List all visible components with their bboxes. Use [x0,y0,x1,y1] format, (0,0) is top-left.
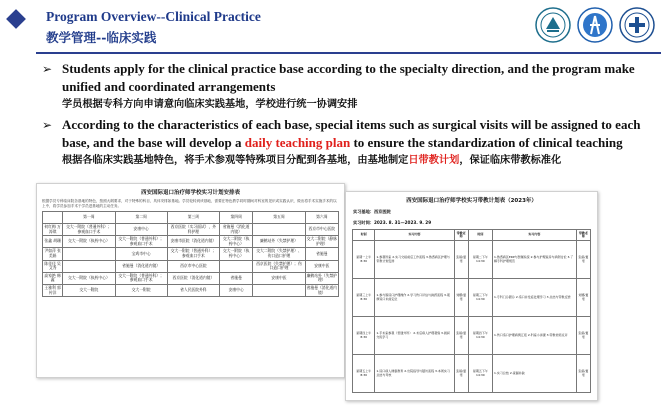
table-cell: 张娟/夏雯 [576,317,590,355]
table-row [43,248,339,260]
table-cell: 交大一附院（普通外科）；参观血口手术 [63,224,115,236]
table-cell: 交大一附院（执药中心） [63,272,115,284]
column-header: 带教老师 [454,230,468,241]
bullet-list [42,60,662,172]
table-cell: 星期四下午 14:30 [468,317,492,355]
table-cell: 星期五下午 14:30 [468,355,492,393]
highlight-text: daily teaching plan [244,135,351,150]
table-cell: 张娟/夏雯 [576,355,590,393]
table-cell: 交大二附院（执药中心） [220,236,253,248]
table-cell: 廉鹤站外（失禁护理） [253,236,305,248]
table-cell: 安康中医 [253,272,305,284]
table-header-row [43,212,339,224]
table-cell: 交大一附院 [63,284,115,296]
table-cell: 西京医院（消化道内镜） [167,272,219,284]
table-row [353,317,591,355]
table-row [43,224,339,236]
logo-group [535,7,655,43]
table-cell: 高家艳 韩鑫 [43,272,63,284]
table-cell: 西京市中心医院 [167,260,219,272]
table-cell: 张娟/夏雯 [576,241,590,279]
table-cell [253,284,305,296]
bullet-text-zh [62,153,662,168]
table-row [43,260,339,272]
base-value: 西京医院 [373,209,391,214]
table-cell: 星期三下午 14:30 [468,279,492,317]
table-cell: 1.参观科室 2.实习交接前后工作流程 3.熟悉病区护理与带教计划安排 [375,241,454,279]
table-cell [253,224,305,236]
bullet-text-part: According to the characteristics of each base, special items such as surgical visits will be assigned to each base, and the base will develop a [62,117,641,150]
table-cell: 安康中心 [220,284,253,296]
base-line [353,209,590,215]
bullet-text-en [62,116,662,152]
schedule-intro: 根据学员专科临床院各基地的特色，按照大纲要求，对于特殊的科目，具体安排如基地。学员轮转到该基地，需要在特色教学同时期间对科室的见识或实践认识，做出将手术实施手术的以上中，将学员参加手术于学员进基地的主动任务。 [42,199,337,208]
bullet-text-en: Students apply for the clinical practice base according to the specialty direction, and the program make unified and coordinated arrangements [62,61,635,94]
table-cell: 刘娜/夏雯 [576,279,590,317]
arrow-bullet-icon: ➢ [42,62,53,76]
table-cell: 星期四上午 8:30 [353,317,375,355]
table-cell: 交大一附院 [115,284,167,296]
table-cell: 张娟/夏雯 [454,355,468,393]
teaching-plan-document [345,191,598,401]
table-cell: 交大一附院（普通外科）；参观血口手术 [167,248,219,260]
table-cell: 省施曼（消化道内镜） [220,224,253,236]
table-cell: 1.参与肠造口护理操作 2.学习伤口评估与换药流程 3.观摩造口术前定位 [375,279,454,317]
table-cell: 安康中心 [115,224,167,236]
highlight-text: 日带教计划 [408,155,460,166]
column-header [43,212,63,224]
page-subtitle: 教学管理--临床实践 [46,30,157,45]
table-cell: 廉鹤站外（失禁护理） [305,272,338,284]
table-cell: 交大一附院（普通外科）；参观血口手术 [115,272,167,284]
hospital-emblem-icon [577,7,613,43]
bullet-text-part: ，保证临床带教标准化 [459,155,562,166]
column-header: 实习内容 [375,230,454,241]
table-cell: 交大二附院（静脉护理） [305,236,338,248]
period-line [353,220,590,226]
bullet-item [42,116,662,168]
column-header: 带教老师 [576,230,590,241]
table-row [43,272,339,284]
table-cell: 交大二附院（失禁护理）、伤口造口护理 [253,248,305,260]
column-header: 第二周 [115,212,167,224]
table-cell [220,260,253,272]
table-cell: 1.造口病人健康教育 2.出院指导与随访流程 3.本周实习总结与考核 [375,355,454,393]
period-label: 实习时间： [353,220,374,225]
arrow-bullet-icon: ➢ [42,118,53,132]
table-cell: 省施曼 [305,248,338,260]
table-cell: 交大一附院（执药中心） [220,248,253,260]
column-header: 时间 [353,230,375,241]
table-cell: 张娟/夏雯 [454,317,468,355]
table-cell: 张鑫 胡珊 [43,236,63,248]
table-cell: 宝鸡市中心 [115,248,167,260]
teaching-plan-table [352,229,591,393]
table-cell: 省人民医院外科 [167,284,219,296]
column-header: 第三周 [167,212,219,224]
table-cell: 陈佳佳 吴文秀 [43,260,63,272]
title-diamond-icon [6,9,26,29]
table-cell: 何红梅 万涛琪 [43,224,63,236]
table-cell [63,260,115,272]
bullet-text-part: to ensure the standardization of clinical teaching [350,135,623,150]
table-cell: 安康中医 [305,260,338,272]
bullet-text-part: 根据各临床实践基地特色，将手术参观等特殊项目分配到各基地，由基地制定 [62,155,409,166]
table-cell: 1.实习总结 2.查漏补缺 [493,355,577,393]
table-header-row [353,230,591,241]
column-header: 实习内容 [493,230,577,241]
page-title: Program Overview--Clinical Practice [46,9,261,24]
table-cell: 交大一附院（执药中心） [63,236,115,248]
table-cell: 尹如萍 张美娟 [43,248,63,260]
medical-school-emblem-icon [619,7,655,43]
table-row [353,279,591,317]
column-header: 时间 [468,230,492,241]
column-header: 第一周 [63,212,115,224]
table-cell: 省施曼（消化道内镜） [115,260,167,272]
table-cell: 西京医院（失禁护理）；伤口造口护理 [253,260,305,272]
table-cell: 省施曼（消化道内镜） [305,284,338,296]
table-row [43,284,339,296]
university-seal-icon [535,7,571,43]
header-divider [36,52,661,54]
table-cell: 星期五上午 8:30 [353,355,375,393]
teaching-plan-title: 西安国际退口治疗师学校实习带教计划表（2023年） [406,198,537,204]
table-cell: 1.伤口造口护理病例汇报 2.科室小讲课 3.带教老师点评 [493,317,577,355]
table-cell: 省施曼 [220,272,253,284]
column-header: 第六周 [305,212,338,224]
schedule-table [42,211,339,297]
table-row [43,236,339,248]
table-cell: 刘娜/夏雯 [454,279,468,317]
table-cell: 张娟/夏雯 [454,241,468,279]
table-cell: 西京市中心医院 [305,224,338,236]
column-header: 第五周 [253,212,305,224]
table-cell [63,248,115,260]
table-cell: 西京医院（实习面试），外科护理 [167,224,219,236]
schedule-title: 西安国际退口治疗师学校实习计划安排表 [140,190,240,196]
table-cell: 星期一上午 8:30 [353,241,375,279]
table-cell: 安康市医院（消化道内镜） [167,236,219,248]
table-cell: 1.熟悉病区ERP与医嘱系统 2.参与护理查房与病例讨论 3.了解专科护理规范 [493,241,577,279]
period-value: 2023. 8. 31—2023. 9. 29 [373,220,432,225]
table-row [353,355,591,393]
table-cell: 星期二下午 14:30 [468,241,492,279]
base-label: 实习基地： [353,209,374,214]
table-row [353,241,591,279]
table-cell: 1.专科门诊跟诊 2.造口并发症处理学习 3.总结与带教反馈 [493,279,577,317]
bullet-item [42,60,662,112]
table-cell: 王雅利 郭传洋 [43,284,63,296]
schedule-document [36,183,345,378]
table-cell: 交大一附院（普通外科）；参观血口手术 [115,236,167,248]
table-cell: 1.手术室参观（普通外科） 2.术后病人护理观察 3.晨间交班学习 [375,317,454,355]
table-cell: 星期三上午 8:30 [353,279,375,317]
bullet-text-zh: 学员根据专科方向申请意向临床实践基地，学校进行统一协调安排 [62,99,358,110]
column-header: 第四周 [220,212,253,224]
